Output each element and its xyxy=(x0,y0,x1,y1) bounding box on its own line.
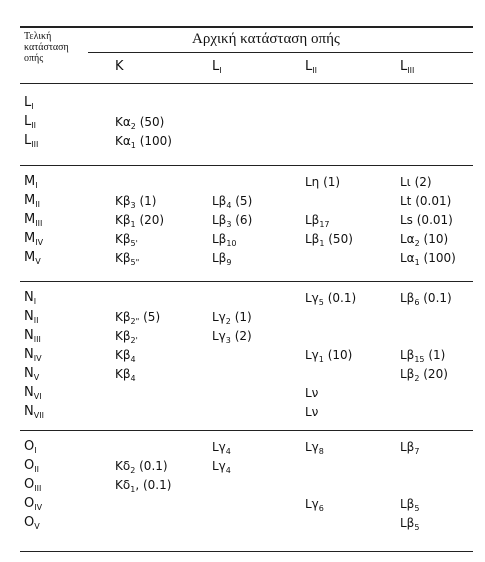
hole-state-label: $O_V$ xyxy=(24,515,40,531)
transition-line-cell: $L\gamma_4$ xyxy=(212,440,231,456)
top-rule xyxy=(20,26,473,28)
transition-line-cell: $K\alpha_2$ (50) xyxy=(115,115,165,131)
hole-state-label: $M_I$ xyxy=(24,174,38,190)
group-separator-rule xyxy=(20,430,473,431)
hole-state-label: $O_{IV}$ xyxy=(24,496,43,512)
transition-line-cell: Lη (1) xyxy=(305,175,341,189)
column-header: $L_I$ xyxy=(212,59,222,75)
transition-line-cell: $K\beta_{2'}$ xyxy=(115,329,138,345)
transition-line-cell: $L\beta_6$ (0.1) xyxy=(400,291,452,307)
hole-state-label: $L_{III}$ xyxy=(24,133,39,149)
hole-state-label: $O_{II}$ xyxy=(24,458,39,474)
transition-line-cell: $L\alpha_2$ (10) xyxy=(400,232,449,248)
row-header-line: Τελική xyxy=(24,31,52,42)
column-header: $L_{II}$ xyxy=(305,59,317,75)
transition-line-cell: $K\beta_{2"}$ (5) xyxy=(115,310,161,326)
hole-state-label: $N_{III}$ xyxy=(24,328,41,344)
hole-state-label: $L_{II}$ xyxy=(24,114,36,130)
transition-line-cell: $K\alpha_1$ (100) xyxy=(115,134,172,150)
hole-state-label: $O_{III}$ xyxy=(24,477,42,493)
transition-line-cell: $L\beta_1$ (50) xyxy=(305,232,353,248)
transition-line-cell: Ls (0.01) xyxy=(400,213,453,227)
hole-state-label: $N_{VI}$ xyxy=(24,385,42,401)
transition-line-cell: $K\beta_4$ xyxy=(115,348,136,364)
hole-state-label: $N_{VII}$ xyxy=(24,404,44,420)
transition-line-cell: $L\beta_4$ (5) xyxy=(212,194,253,210)
group-separator-rule xyxy=(20,165,473,166)
transition-line-cell: $L\beta_3$ (6) xyxy=(212,213,253,229)
column-header: K xyxy=(115,59,124,74)
transition-line-cell: $L\gamma_4$ xyxy=(212,459,231,475)
hole-state-label: $M_{II}$ xyxy=(24,193,40,209)
transition-line-cell: $L\beta_{10}$ xyxy=(212,232,237,248)
transition-line-cell: $L\beta_5$ xyxy=(400,516,420,532)
transition-line-cell: $L\beta_7$ xyxy=(400,440,420,456)
transition-line-cell: $L\beta_2$ (20) xyxy=(400,367,448,383)
row-header xyxy=(24,31,69,64)
header-group-rule xyxy=(88,52,473,53)
transition-line-cell: $L\beta_{17}$ xyxy=(305,213,330,229)
header-bottom-rule xyxy=(20,83,473,84)
group-separator-rule xyxy=(20,281,473,282)
transition-line-cell: $L\gamma_6$ xyxy=(305,497,324,513)
bottom-rule xyxy=(20,551,473,552)
transition-line-cell: $L\gamma_1$ (10) xyxy=(305,348,353,364)
row-header-line: κατάσταση xyxy=(24,42,69,53)
transition-line-cell: $K\beta_4$ xyxy=(115,367,136,383)
hole-state-label: $N_{IV}$ xyxy=(24,347,42,363)
transition-line-cell: $L\gamma_2$ (1) xyxy=(212,310,252,326)
transition-line-cell: $L\gamma_5$ (0.1) xyxy=(305,291,357,307)
column-header: $L_{III}$ xyxy=(400,59,415,75)
transition-line-cell: $L\beta_9$ xyxy=(212,251,232,267)
transition-line-cell: $K\delta_2$ (0.1) xyxy=(115,459,168,475)
transition-line-cell: $L\gamma_8$ xyxy=(305,440,324,456)
transition-line-cell: $K\beta_1$ (20) xyxy=(115,213,165,229)
group-title: Αρχική κατάσταση οπής xyxy=(192,31,340,47)
transition-line-cell: $L\beta_5$ xyxy=(400,497,420,513)
hole-state-label: $N_{II}$ xyxy=(24,309,39,325)
row-header-line: οπής xyxy=(24,53,44,64)
hole-state-label: $N_V$ xyxy=(24,366,40,382)
hole-state-label: $M_{III}$ xyxy=(24,212,43,228)
hole-state-label: $M_{IV}$ xyxy=(24,231,44,247)
transition-line-cell: Lν xyxy=(305,405,319,419)
transition-line-cell: $K\beta_{5"}$ xyxy=(115,251,140,267)
transition-line-cell: Lν xyxy=(305,386,319,400)
transition-line-cell: $L\beta_{15}$ (1) xyxy=(400,348,446,364)
transition-line-cell: $K\delta_1$, (0.1) xyxy=(115,478,172,494)
transition-line-cell: Lt (0.01) xyxy=(400,194,452,208)
transition-line-cell: $K\beta_{5'}$ xyxy=(115,232,138,248)
transition-line-cell: $L\alpha_1$ (100) xyxy=(400,251,456,267)
hole-state-label: $M_V$ xyxy=(24,250,41,266)
transition-line-cell: $L\gamma_3$ (2) xyxy=(212,329,252,345)
transition-line-cell: Lι (2) xyxy=(400,175,432,189)
transition-line-cell: $K\beta_3$ (1) xyxy=(115,194,157,210)
hole-state-label: $L_I$ xyxy=(24,95,34,111)
hole-state-label: $N_I$ xyxy=(24,290,37,306)
hole-state-label: $O_I$ xyxy=(24,439,37,455)
